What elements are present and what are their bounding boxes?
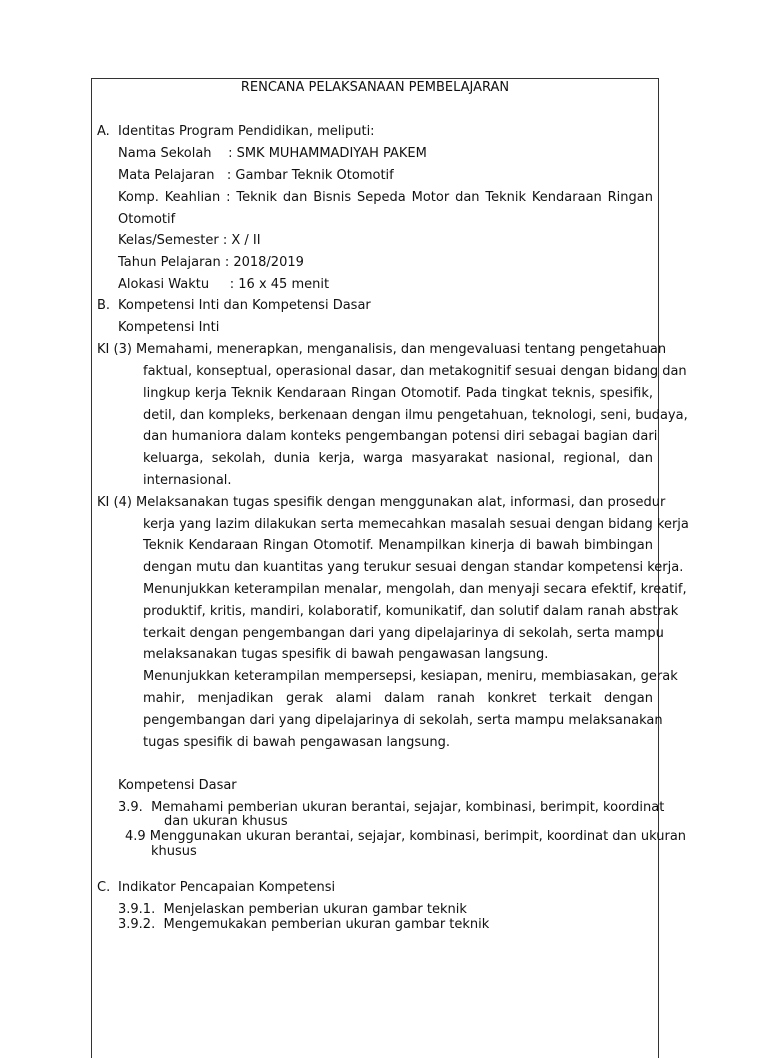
ki4-line: tugas spesifik di bawah pengawasan langsung. — [143, 735, 451, 750]
kd-3-9-line-1: 3.9. Memahami pemberian ukuran berantai, sejajar, kombinasi, berimpit, koordinat — [118, 800, 665, 815]
ki3-line: detil, dan kompleks, berkenaan dengan ilmu pengetahuan, teknologi, seni, budaya, — [143, 408, 688, 423]
section-c-heading: Indikator Pencapaian Kompetensi — [118, 880, 336, 895]
kompetensi-inti-heading: Kompetensi Inti — [118, 320, 220, 335]
ki4-line: kerja yang lazim dilakukan serta memecahkan masalah sesuai dengan bidang kerja — [143, 517, 689, 532]
ki3-line: internasional. — [143, 473, 232, 488]
ki3-line: dan humaniora dalam konteks pengembangan potensi diri sebagai bagian dari — [143, 429, 658, 444]
kompetensi-dasar-heading: Kompetensi Dasar — [118, 778, 237, 793]
ki4-line: KI (4) Melaksanakan tugas spesifik dengan menggunakan alat, informasi, dan prosedur — [97, 495, 666, 510]
section-b-heading: Kompetensi Inti dan Kompetensi Dasar — [118, 298, 371, 313]
ki4-line: Menunjukkan keterampilan menalar, mengolah, dan menyaji secara efektif, kreatif, — [143, 582, 687, 597]
komp-keahlian-line-2: Otomotif — [118, 212, 176, 227]
ki4-line: Teknik Kendaraan Ringan Otomotif. Menampilkan kinerja di bawah bimbingan — [143, 538, 653, 553]
section-b-marker: B. — [97, 298, 111, 313]
tahun-pelajaran: Tahun Pelajaran : 2018/2019 — [118, 255, 304, 270]
ki3-line: lingkup kerja Teknik Kendaraan Ringan Otomotif. Pada tingkat teknis, spesifik, — [143, 386, 653, 401]
komp-keahlian-line-1: Komp. Keahlian : Teknik dan Bisnis Sepeda Motor dan Teknik Kendaraan Ringan — [118, 190, 653, 205]
nama-sekolah: Nama Sekolah : SMK MUHAMMADIYAH PAKEM — [118, 146, 427, 161]
ki4-line: pengembangan dari yang dipelajarinya di sekolah, serta mampu melaksanakan — [143, 713, 663, 728]
ki4-line: dengan mutu dan kuantitas yang terukur sesuai dengan standar kompetensi kerja. — [143, 560, 684, 575]
ki3-line: faktual, konseptual, operasional dasar, dan metakognitif sesuai dengan bidang dan — [143, 364, 687, 379]
kd-3-9-line-2: dan ukuran khusus — [164, 814, 288, 829]
alokasi-waktu: Alokasi Waktu : 16 x 45 menit — [118, 277, 330, 292]
document-title: RENCANA PELAKSANAAN PEMBELAJARAN — [240, 80, 510, 95]
indikator-item: 3.9.1. Menjelaskan pemberian ukuran gambar teknik — [118, 902, 467, 917]
ki3-line: keluarga, sekolah, dunia kerja, warga masyarakat nasional, regional, dan — [143, 451, 653, 466]
mata-pelajaran: Mata Pelajaran : Gambar Teknik Otomotif — [118, 168, 394, 183]
ki4-line: terkait dengan pengembangan dari yang dipelajarinya di sekolah, serta mampu — [143, 626, 664, 641]
section-a-heading: Identitas Program Pendidikan, meliputi: — [118, 124, 375, 139]
ki4-line: mahir, menjadikan gerak alami dalam ranah konkret terkait dengan — [143, 691, 653, 706]
ki3-line: KI (3) Memahami, menerapkan, menganalisis, dan mengevaluasi tentang pengetahuan — [97, 342, 667, 357]
kelas-semester: Kelas/Semester : X / II — [118, 233, 261, 248]
section-a-marker: A. — [97, 124, 110, 139]
ki4-line: produktif, kritis, mandiri, kolaboratif, komunikatif, dan solutif dalam ranah abstrak — [143, 604, 679, 619]
section-c-marker: C. — [97, 880, 111, 895]
ki4-line: melaksanakan tugas spesifik di bawah pengawasan langsung. — [143, 647, 549, 662]
kd-4-9-line-2: khusus — [151, 844, 197, 859]
ki4-line: Menunjukkan keterampilan mempersepsi, kesiapan, meniru, membiasakan, gerak — [143, 669, 678, 684]
kd-4-9-line-1: 4.9 Menggunakan ukuran berantai, sejajar, kombinasi, berimpit, koordinat dan ukuran — [125, 829, 687, 844]
indikator-item: 3.9.2. Mengemukakan pemberian ukuran gambar teknik — [118, 917, 490, 932]
